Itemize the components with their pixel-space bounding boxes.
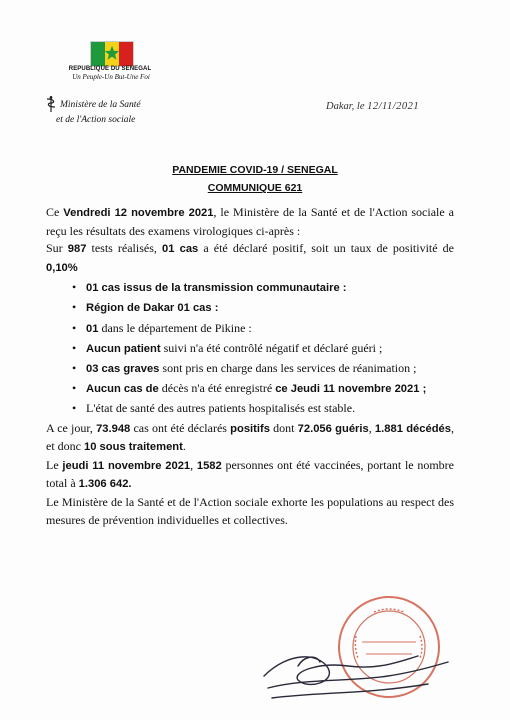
ministry-name xyxy=(56,98,141,128)
text: dont xyxy=(269,420,298,435)
paragraph-vaccination xyxy=(46,457,454,494)
text: Région de Dakar 01 cas : xyxy=(86,302,219,315)
star-icon xyxy=(104,45,120,61)
bullet-icon: • xyxy=(72,280,77,295)
bullet-icon: • xyxy=(72,340,77,355)
text: A ce jour, xyxy=(46,420,97,435)
bullet-icon: • xyxy=(72,360,77,375)
document-date xyxy=(326,101,419,112)
text: Sur xyxy=(46,241,68,256)
paragraph-intro xyxy=(46,204,454,240)
text: . xyxy=(182,439,186,454)
positive-count: 01 cas xyxy=(161,243,199,256)
republic-motto: Un Peuple-Un But-Une Foi xyxy=(72,73,150,81)
vaccination-date: jeudi 11 novembre 2021 xyxy=(62,459,191,472)
paragraph-tests xyxy=(46,240,454,277)
text: , xyxy=(190,457,197,472)
text: 01 cas issus de la transmission communautaire : xyxy=(86,282,347,295)
text: 03 cas graves xyxy=(86,362,160,375)
list-item xyxy=(72,380,454,399)
bullet-icon: • xyxy=(72,380,77,395)
text: a été déclaré positif, soit un taux de positivité de xyxy=(198,241,454,256)
republic-name: REPUBLIQUE DU SENEGAL xyxy=(68,66,152,72)
text: positifs xyxy=(230,422,270,435)
ministry-emblem-icon xyxy=(44,96,58,112)
text: suivi n'a été contrôlé négatif et déclaré guéri ; xyxy=(160,340,383,355)
list-item xyxy=(72,299,454,318)
flag-stripe-red xyxy=(119,42,133,66)
text: dans le département de Pikine : xyxy=(98,320,252,335)
communique-number: COMMUNIQUE 621 xyxy=(207,182,303,194)
senegal-flag xyxy=(90,41,134,67)
paragraph-totals xyxy=(46,420,454,457)
date-prefix: Dakar, le xyxy=(326,101,365,112)
text: , le Ministère de la Santé et de l'Action sociale a reçu les résultats des examens virologiques ci-après : xyxy=(46,205,454,238)
vaccinated-count: 1582 xyxy=(196,459,222,472)
text: Aucun patient xyxy=(86,342,161,355)
ministry-line-2: et de l'Action sociale xyxy=(56,115,136,125)
bullet-icon: • xyxy=(72,300,77,315)
text: sont pris en charge dans les services de réanimation ; xyxy=(159,360,417,375)
under-treatment-count: 10 sous traitement xyxy=(84,441,183,454)
bullet-icon: • xyxy=(72,320,77,335)
total-cases: 73.948 xyxy=(96,422,131,435)
text: Aucun cas de xyxy=(86,382,159,395)
list-item xyxy=(72,279,454,298)
ministry-line-1: Ministère de la Santé xyxy=(60,100,141,110)
text: Ce xyxy=(46,205,64,219)
text: Le xyxy=(46,457,63,472)
list-item xyxy=(72,360,454,379)
list-item xyxy=(72,340,454,359)
list-item xyxy=(72,400,454,418)
recovered-count: 72.056 guéris xyxy=(297,422,369,435)
details-list xyxy=(46,279,454,417)
text: cas ont été déclarés xyxy=(130,420,231,435)
paragraph-closing: Le Ministère de la Santé et de l'Action sociale exhorte les populations au respect des mesures de prévention individuelles et collectives. xyxy=(46,494,454,527)
flag-stripe-green xyxy=(91,42,105,66)
signature xyxy=(258,632,458,712)
text: , xyxy=(368,420,375,435)
positivity-rate: 0,10% xyxy=(46,261,78,274)
date-value: 12/11/2021 xyxy=(367,101,420,112)
text: 01 xyxy=(86,322,99,335)
communique-body xyxy=(46,204,454,529)
text: personnes ont été vaccinées, portant le nombre total à xyxy=(46,457,455,491)
bullet-icon: • xyxy=(72,400,77,415)
list-item xyxy=(72,320,454,339)
tests-count: 987 xyxy=(67,243,87,256)
text: , et donc xyxy=(46,420,454,454)
text: décès n'a été enregistré xyxy=(158,380,276,395)
text: tests réalisés, xyxy=(86,241,162,256)
text: L'état de santé des autres patients hospitalisés est stable. xyxy=(86,400,356,415)
deaths-count: 1.881 décédés xyxy=(374,422,451,435)
text: ce Jeudi 11 novembre 2021 ; xyxy=(275,382,427,395)
total-vaccinated: 1.306 642. xyxy=(78,478,132,491)
bold-date: Vendredi 12 novembre 2021 xyxy=(63,207,214,219)
document-title: PANDEMIE COVID-19 / SENEGAL xyxy=(172,164,338,176)
